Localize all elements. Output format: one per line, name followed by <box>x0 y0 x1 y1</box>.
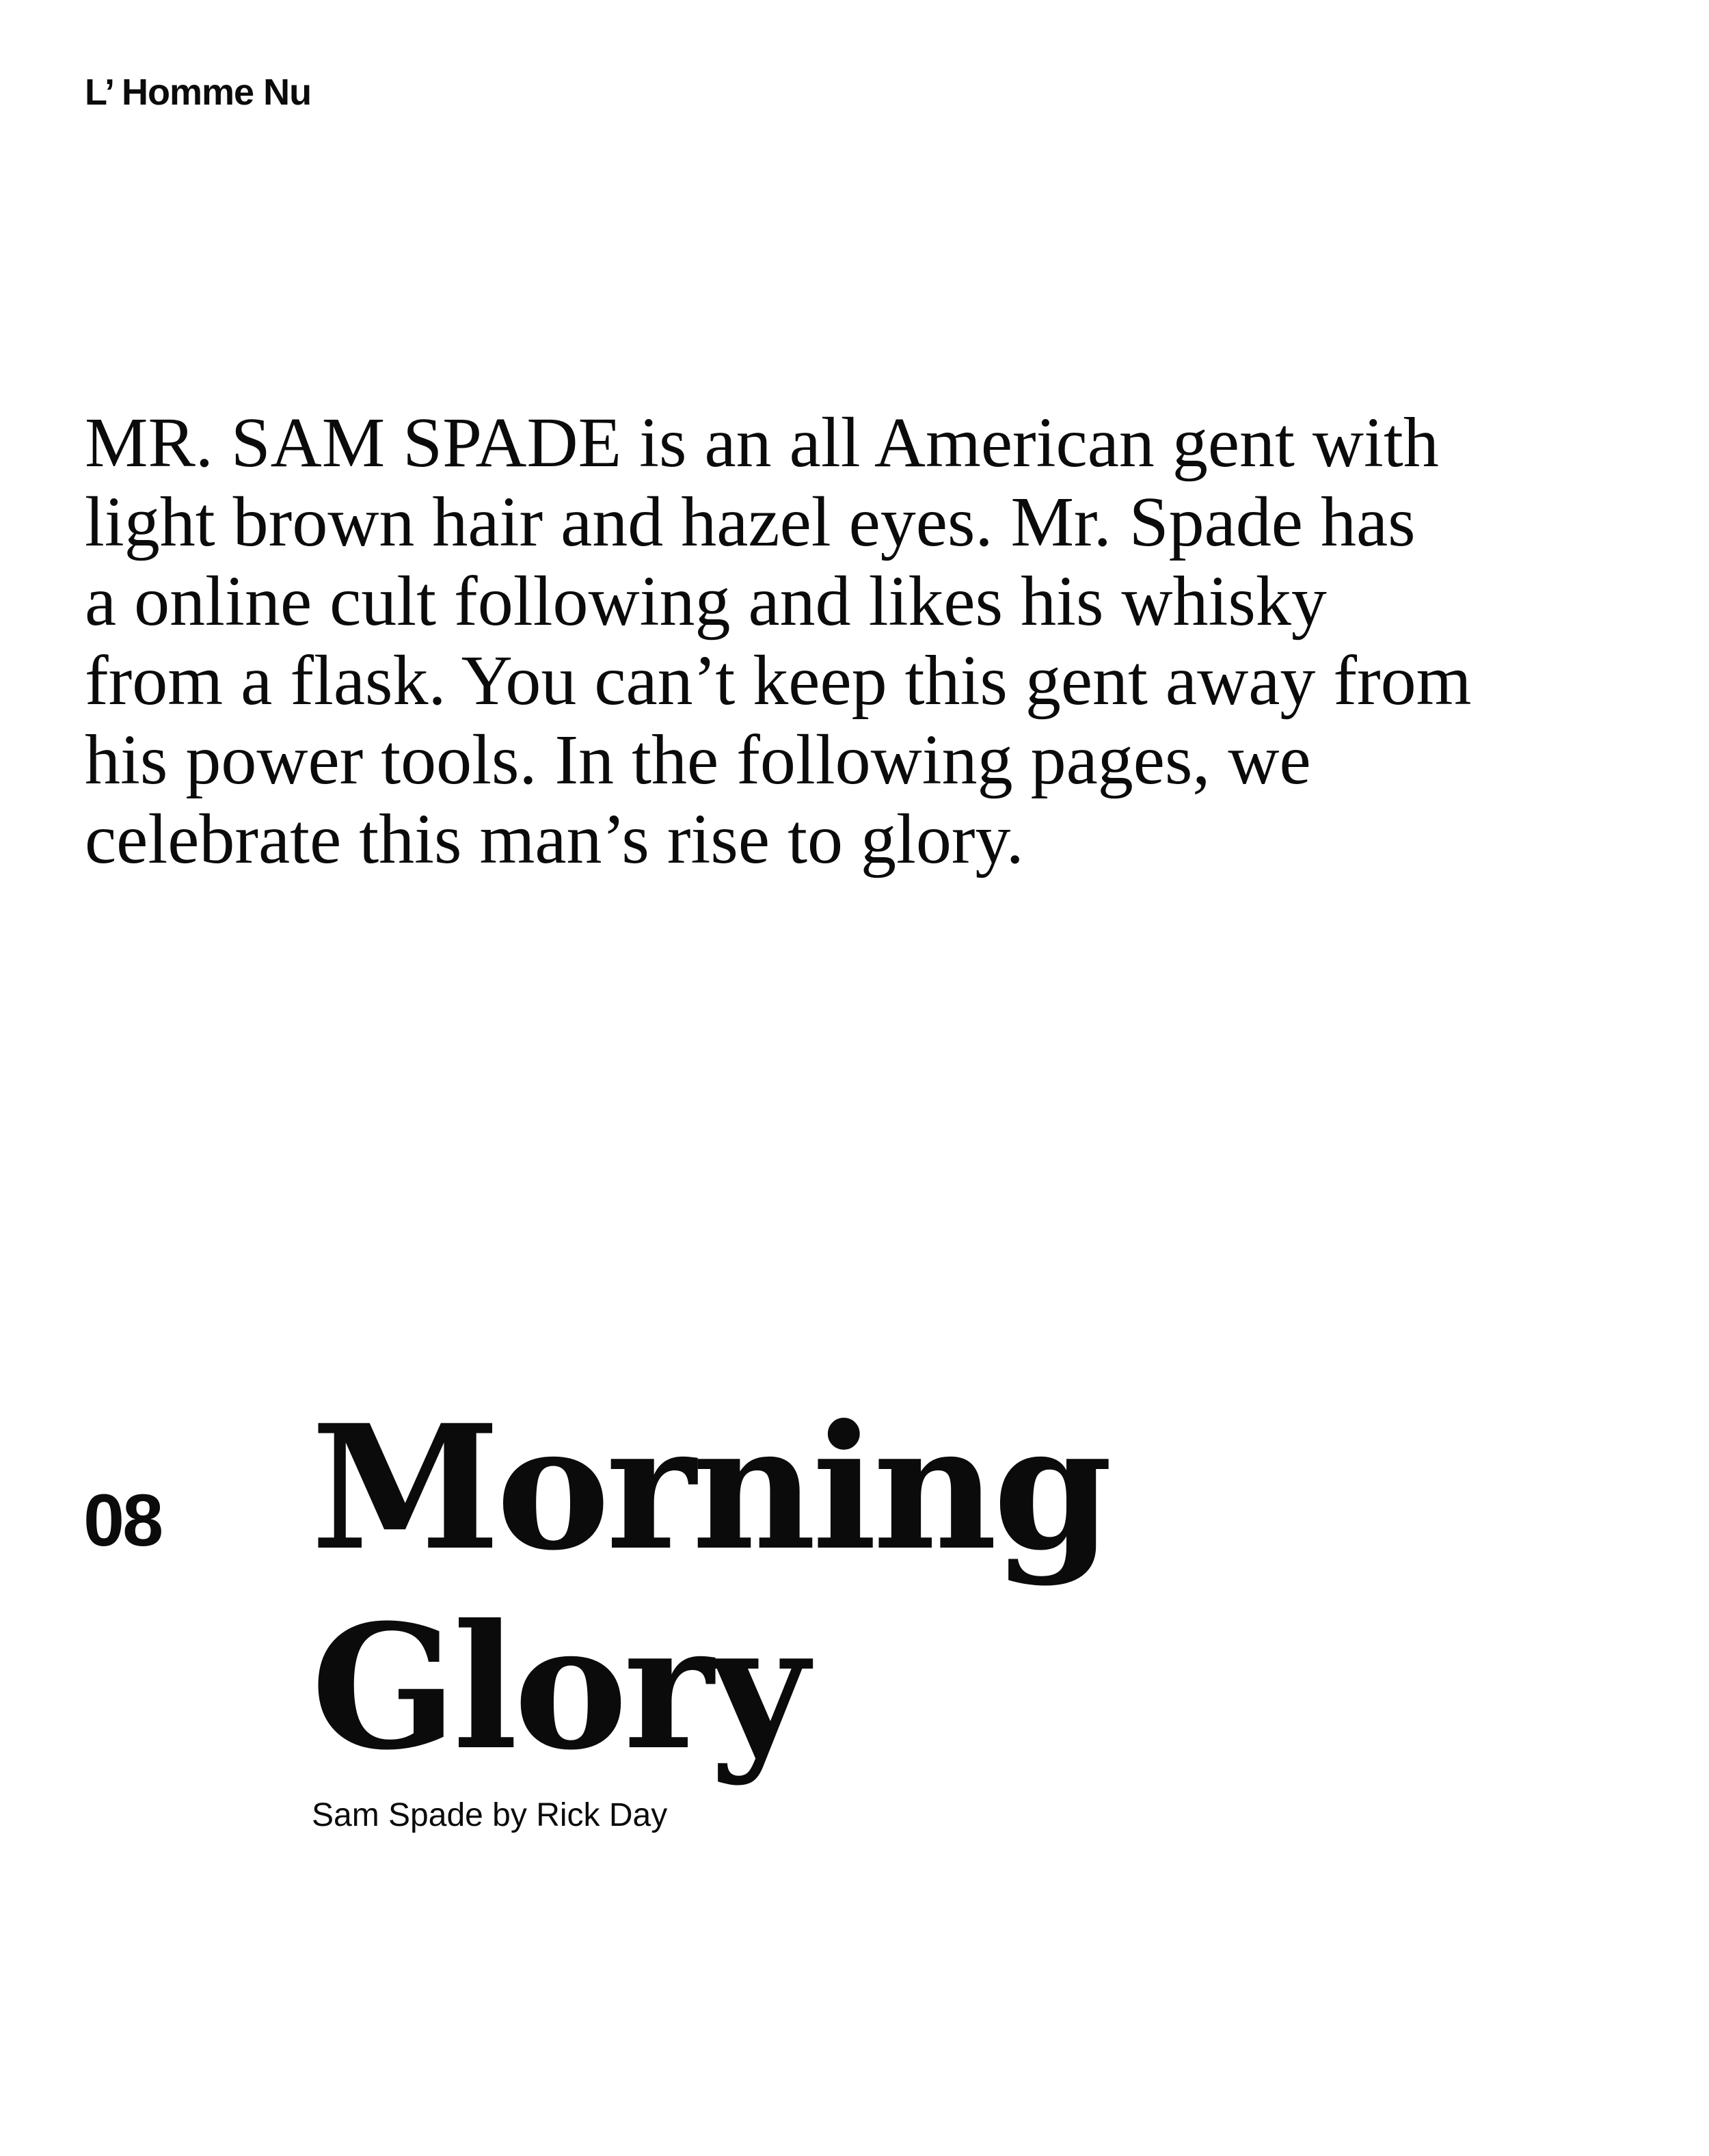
intro-line: celebrate this man’s rise to glory. <box>85 800 1024 878</box>
intro-line: a online cult following and likes his whisky <box>85 562 1327 641</box>
masthead-title: L’ Homme Nu <box>85 72 312 113</box>
feature-title <box>311 1388 1109 1787</box>
feature-credit: Sam Spade by Rick Day <box>312 1797 668 1833</box>
intro-line: light brown hair and hazel eyes. Mr. Spade has <box>85 483 1416 561</box>
feature-number: 08 <box>83 1479 162 1561</box>
feature-title-line: Morning <box>311 1387 1109 1588</box>
feature-title-line: Glory <box>311 1587 805 1788</box>
intro-line: from a flask. You can’t keep this gent away from <box>85 641 1472 720</box>
intro-line: his power tools. In the following pages, we <box>85 720 1311 799</box>
intro-line: MR. SAM SPADE is an all American gent with <box>85 403 1439 482</box>
intro-paragraph <box>85 403 1657 879</box>
